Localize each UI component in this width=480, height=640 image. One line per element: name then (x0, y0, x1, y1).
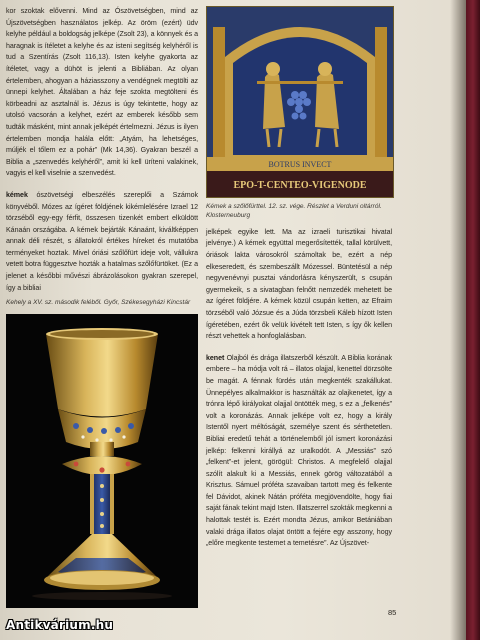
chalice-photo (6, 314, 198, 608)
spine-shadow (450, 0, 466, 640)
entry-text: Olajból és drága illatszerből készült. A Biblia korának embere – ha módja volt rá – illatos olajjal, kenettel dörzsölte be magát. A fénnak fürdés után megkenték szakállukat. Ünnepélyes alkalmakkor is használták az olajkenetet, így a trónra lépő királyokat olajjal öntötték meg, s ez a „felkenés” volt a koronázás. Annak jelképe volt ez, hogy a király Istentől nyert méltóságát, személye szent és sérthetetlen. Bibliai eredetű tehát a történelemből jól ismert koronázási jelkép: felkenni királlyá az uralkodót. A „Messiás” szó „felkent”-et jelent, görögül: Christos. A megfelelő olajjal szólít alakult ki a Messiás, ennek görög változatából a Krisztus. Sámuel próféta szavaiban tartott meg és felkente fel Dávidot, akinek Nátán próféta megjövendölte, hogy fiai saját fának tekint majd Isten. Illatszerrel szokták megkenni a halottak testét is. Ezért mondta Jézus, amikor Betániában valaki drága illatos olajat öntött a fejére egy asszony, hogy „előre megkente testemet a temetésre”. Az Újszövet- (206, 353, 393, 548)
enamel-inscription-bottom: EPO-T-CENTEO-VIGENODE (233, 180, 367, 191)
watermark-logo: Antikvárium.hu (6, 618, 114, 632)
book-binding (466, 0, 480, 640)
enamel-image (207, 7, 393, 197)
left-column (6, 6, 198, 608)
entry-keyword: kenet (206, 353, 225, 362)
entry-kenet (206, 353, 392, 550)
enamel-inscription-top: BOTRUS INVECT (268, 160, 332, 169)
page-number: 85 (388, 608, 397, 617)
right-column (206, 6, 392, 552)
entry-kemek (6, 190, 198, 294)
entry-text: ószövetségi elbeszélés szereplői a Számok könyvéből. Mózes az ígéret földjének kikémlelésére Izrael 12 törzséből egy-egy férfit, összesen tizenkét embert elküldött Kánaán országába. A kémek bejárták Kánaánt, kiváltképpen annak déli részét, s állatokról értékes híreket és mutatóba terményeket hoztak. Mivel óriási szőlőfürt ideje volt, vállukra vetett botra függesztve hozták a hatalmas szőlőfürtöket. (Ez a jelenet a későbbi művészi ábrázolásokon gyakran szerepel, így a bibliai (6, 190, 199, 292)
verdun-altar-enamel (206, 6, 394, 198)
kehely-continuation-paragraph: kor szoktak elővenni. Mind az Ószövetségben, mind az Újszövetségben használatos jelkép. Az öröm (ezért) üdv kelyhe például a boldogság jelképe (Zsolt 23), a könnyek és a haragnak is ítéletet a kelyhe és az isteni segítség kelyhéről is tud a Szentírás (Zsolt 116,13). Isten kelyhe gyakorta az ítéletet, vagy a dühöt is jelenti a Bibliában. Az olyan értelemben, ahogyan a háziasszony a vendégnek megtölti az ünnepi kelyhet. Általában a ház feje szokta megtölteni és körbeadni az asztalnál is. Jézus is úgy tekintette, hogy az utolsó vacsorán a kelyhet, ezért az emberek később sem tudták másként, mint annak jelképét értelmezni. Jézus is ilyen értelemben mondja halála előtt: „Atyám, ha lehetséges, múljék el tőlem ez a pohár” (Mk 14,36). Gyakran beszél a Biblia a „szenvedés kelyhéről”, amit ki kell üríteni valakinek, vagyis el kell viselnie a szenvedést. (6, 7, 198, 178)
chalice-image (6, 314, 198, 608)
entry-keyword: kémek (6, 190, 28, 199)
kemek-continuation-paragraph: jelképek egyike lett. Ma az izraeli turisztikai hivatal jelvénye.) A kémek együttal megerősítették, tallal körülvett, óriások lakta városokról számoltak be, ezért a nép elkeseredett, és szembeszállt Mózessel. Büntetésül a nép negyvenévnyi pusztai vándorlásra kényszerült, s csupán gyermekeik, s a sivatagban felnőtt nemzedék mehetett be az ígéret földjére. A kémek közül csupán ketten, az Efraim törzséből való Józsue és a Júda törzsbeli Káleb hízott Isten ígéretében, ezért ők velük kivételt tett Isten, s így ők kellen részt vehettek a honfoglalásban. (206, 227, 392, 341)
enamel-caption: Kémek a szőlőfürttel. 12. sz. vége. Részlet a Verduni oltárról. Klosterneuburg (206, 203, 382, 220)
chalice-caption: Kehely a XV. sz. második feléből. Győr, Székesegyházi Kincstár (6, 299, 191, 307)
